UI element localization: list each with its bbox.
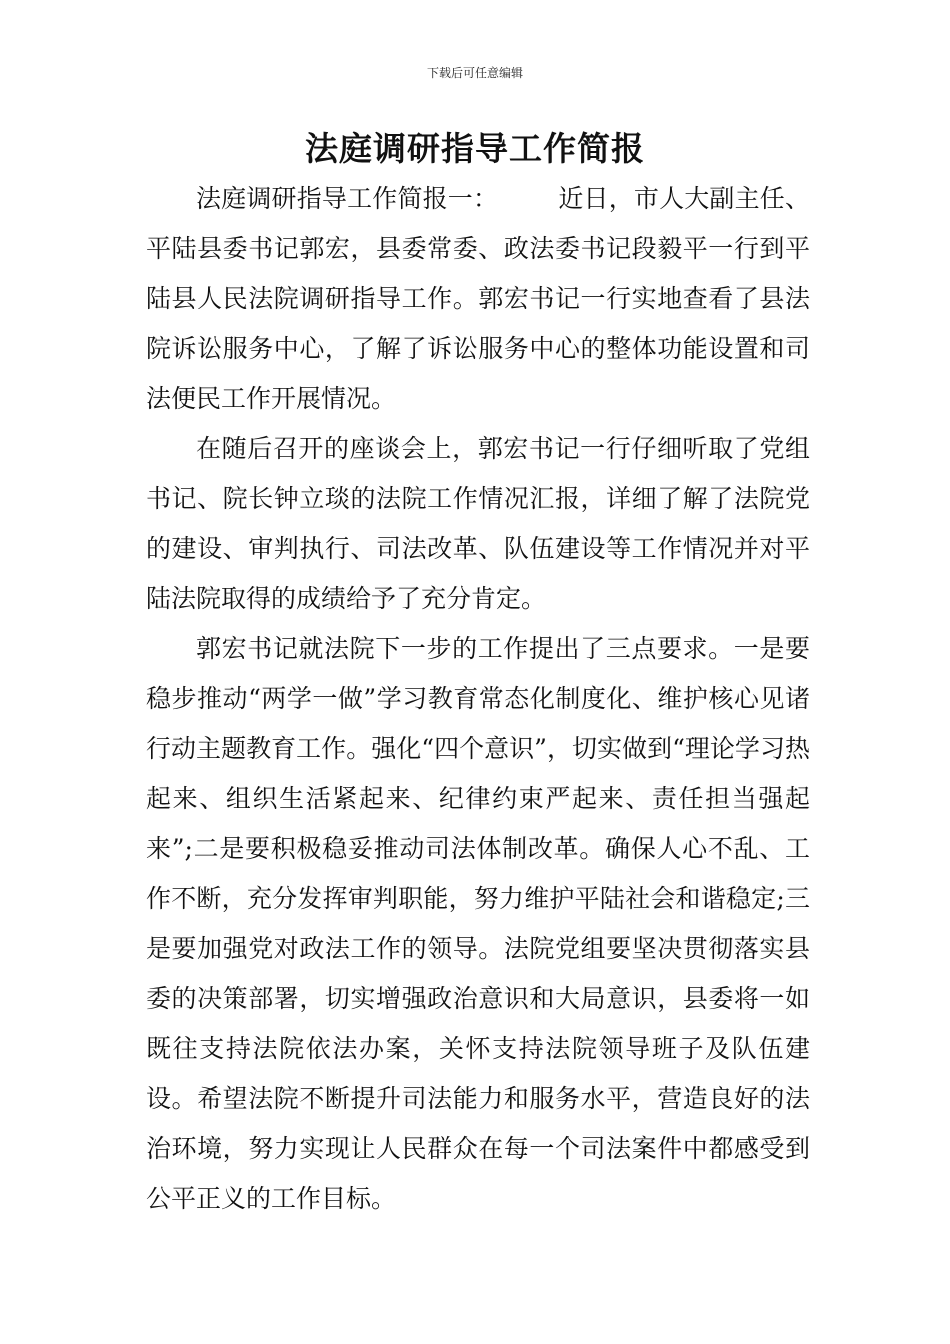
paragraph-1-text: 近日，市人大副主任、平陆县委书记郭宏，县委常委、政法委书记段毅平一行到平陆县人民法院调研指导工作。郭宏书记一行实地查看了县法院诉讼服务中心，了解了诉讼服务中心的整体功能设置和司法便民工作开展情况。 <box>146 184 810 413</box>
header-note: 下载后可任意编辑 <box>426 66 523 80</box>
document-title: 法庭调研指导工作简报 <box>305 129 645 168</box>
paragraph-3: 郭宏书记就法院下一步的工作提出了三点要求。一是要稳步推动“两学一做”学习教育常态化制度化、维护核心见诸行动主题教育工作。强化“四个意识”，切实做到“理论学习热起来、组织生活紧起来、纪律约束严起来、责任担当强起来”;二是要积极稳妥推动司法体制改革。确保人心不乱、工作不断，充分发挥审判职能，努力维护平陆社会和谐稳定;三是要加强党对政法工作的领导。法院党组要坚决贯彻落实县委的决策部署，切实增强政治意识和大局意识，县委将一如既往支持法院依法办案，关怀支持法院领导班子及队伍建设。希望法院不断提升司法能力和服务水平，营造良好的法治环境，努力实现让人民群众在每一个司法案件中都感受到公平正义的工作目标。 <box>146 634 810 1213</box>
paragraph-1 <box>146 174 810 424</box>
document-body <box>146 174 810 1224</box>
paragraph-1-lead: 法庭调研指导工作简报一： <box>196 184 499 213</box>
paragraph-2: 在随后召开的座谈会上，郭宏书记一行仔细听取了党组书记、院长钟立琰的法院工作情况汇报，详细了解了法院党的建设、审判执行、司法改革、队伍建设等工作情况并对平陆法院取得的成绩给予了充分肯定。 <box>146 434 810 613</box>
